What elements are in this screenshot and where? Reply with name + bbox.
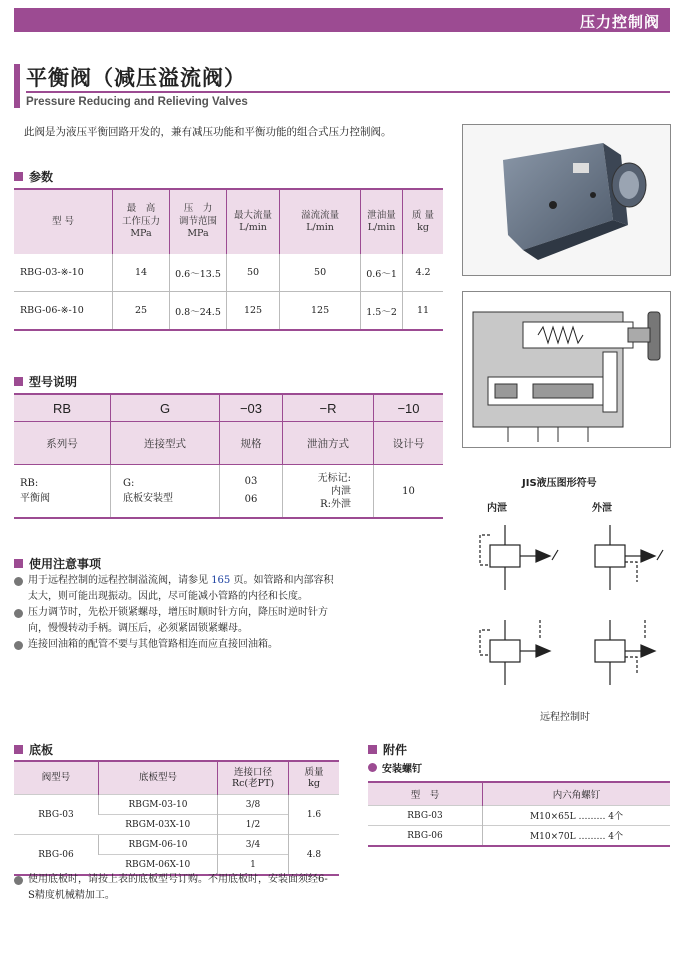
note-text: 用于远程控制的远程控制溢流阀，请参见 [28,575,208,586]
notes-list [14,573,334,653]
square-bullet-icon [14,559,23,568]
model-drain: 无标记: 内泄 R:外泄 [283,465,374,519]
note-text: 压力调节时，先松开锁紧螺母，增压时顺时针方向，降压时逆时针方向，慢慢转动手柄。调压后，必须紧固锁紧螺母。 [28,607,328,634]
table-cell: RBG-03 [14,795,99,835]
model-label: 系列号 [14,422,111,465]
note-item [14,605,334,637]
table-cell: 3/8 [218,795,289,815]
table-cell: RBGM-06-10 [99,835,218,855]
params-header: 最大流量 L/min [227,189,280,254]
model-series: RB: 平衡阀 [14,465,111,519]
table-row [14,292,443,331]
baseplate-heading [14,741,53,758]
table-row [368,806,670,826]
accessory-header: 型 号 [368,782,483,806]
params-header: 最 高 工作压力 MPa [113,189,170,254]
bullet-dot-icon [14,609,23,618]
baseplate-note [14,872,334,904]
title-accent [14,64,20,108]
table-cell: RBGM-03-10 [99,795,218,815]
accessory-heading-label: 附件 [383,743,408,757]
params-header: 压 力 调节范围 MPa [170,189,227,254]
symbol-internal-label: 内泄 [487,503,507,514]
model-label: 连接型式 [111,422,220,465]
params-heading [14,168,53,185]
table-row [14,795,339,815]
category-title: 压力控制阀 [579,13,660,31]
table-row [14,254,443,292]
valve-photo [462,124,671,276]
table-cell: 3/4 [218,835,289,855]
table-cell: 1 [218,855,289,876]
symbol-internal [480,525,558,590]
square-bullet-icon [14,377,23,386]
table-cell: RBG-06 [368,826,483,847]
model-label: 设计号 [374,422,444,465]
table-cell: RBG-03-※-10 [20,267,84,278]
bullet-dot-icon [14,876,23,885]
accessory-table [368,781,670,847]
bullet-dot-icon [14,641,23,650]
baseplate-header: 连接口径 Rc(老PT) [218,761,289,795]
symbol-external [595,525,663,590]
model-label: 规格 [220,422,283,465]
params-header: 型 号 [14,189,113,254]
model-connection: G: 底板安装型 [111,465,220,519]
symbol-remote-internal [480,620,550,685]
model-code: −03 [220,394,283,422]
table-cell: 11 [403,292,444,331]
jis-symbols [470,520,670,700]
table-cell: RBGM-06X-10 [99,855,218,876]
model-label: 泄油方式 [283,422,374,465]
table-row [368,826,670,847]
cross-section-diagram [463,292,670,447]
intro-text: 此阀是为液压平衡回路开发的，兼有减压功能和平衡功能的组合式压力控制阀。 [24,126,392,138]
table-cell: 125 [227,292,280,331]
table-cell: 50 [227,254,280,292]
remote-control-caption: 远程控制时 [540,712,590,723]
notes-heading-label: 使用注意事项 [29,557,102,571]
table-cell: 14 [113,254,170,292]
page-reference-link[interactable]: 165 [211,575,231,586]
table-cell: RBG-06-※-10 [14,292,113,331]
model-design: 10 [374,465,444,519]
table-cell: 0.6～1 [361,254,403,292]
table-cell: 50 [280,254,361,292]
note-text: 连接回油箱的配管不要与其他管路相连而应直接回油箱。 [28,639,278,650]
table-cell: RBGM-03X-10 [99,815,218,835]
baseplate-header: 底板型号 [99,761,218,795]
notes-heading [14,555,101,572]
accessory-sub [368,760,422,775]
table-cell: 125 [280,292,361,331]
model-code: RB [14,394,111,422]
table-cell: RBG-03 [368,806,483,826]
table-row [14,835,339,855]
baseplate-table [14,760,339,876]
params-header: 泄油量 L/min [361,189,403,254]
valve-cross-section [462,291,671,448]
params-header: 溢流流量 L/min [280,189,361,254]
bullet-dot-icon [14,577,23,586]
model-code: −R [283,394,374,422]
square-bullet-icon [368,745,377,754]
model-heading [14,373,77,390]
baseplate-header: 阀型号 [14,761,99,795]
square-bullet-icon [14,172,23,181]
accessory-sub-label: 安装螺钉 [382,764,422,775]
table-cell: 25 [113,292,170,331]
params-heading-label: 参数 [29,170,54,184]
accessory-heading [368,741,407,758]
table-cell: M10×65L ……… 4个 [483,806,671,826]
valve-image [463,125,670,275]
baseplate-header: 质量 kg [289,761,340,795]
model-code: −10 [374,394,444,422]
table-cell: 1/2 [218,815,289,835]
symbol-external-label: 外泄 [592,503,612,514]
note-item [14,637,334,653]
symbols-title: JIS液压图形符号 [522,478,597,489]
square-bullet-icon [14,745,23,754]
note-item [14,573,334,605]
bullet-dot-icon [368,763,377,772]
model-code-table [14,393,443,519]
symbol-remote-external [595,620,655,685]
model-sizes: 03 06 [220,465,283,519]
baseplate-heading-label: 底板 [29,743,54,757]
table-cell: 4.2 [403,254,444,292]
note-text: 页。如管路和内部容积太大，则可能出现振动。因此，尽可能减小管路的内径和长度。 [28,575,334,602]
table-cell: RBG-06 [14,835,99,876]
table-cell: 4.8 [289,835,340,876]
table-cell: 0.8～24.5 [170,292,227,331]
accessory-header: 内六角螺钉 [483,782,671,806]
table-cell: 1.5～2 [361,292,403,331]
params-header: 质 量 kg [403,189,444,254]
model-code: G [111,394,220,422]
note-item [14,872,334,904]
page-title: 平衡阀（减压溢流阀） [26,66,246,90]
category-header-bar [14,8,670,32]
params-table [14,188,443,331]
model-heading-label: 型号说明 [29,375,78,389]
title-divider [26,91,670,93]
table-cell: 1.6 [289,795,340,835]
table-cell: 0.6～13.5 [170,254,227,292]
page-subtitle: Pressure Reducing and Relieving Valves [26,96,248,108]
note-text: 使用底板时，请按上表的底板型号订购。不用底板时，安装面须经6-S精度机械精加工。 [28,874,328,901]
table-cell: M10×70L ……… 4个 [483,826,671,847]
